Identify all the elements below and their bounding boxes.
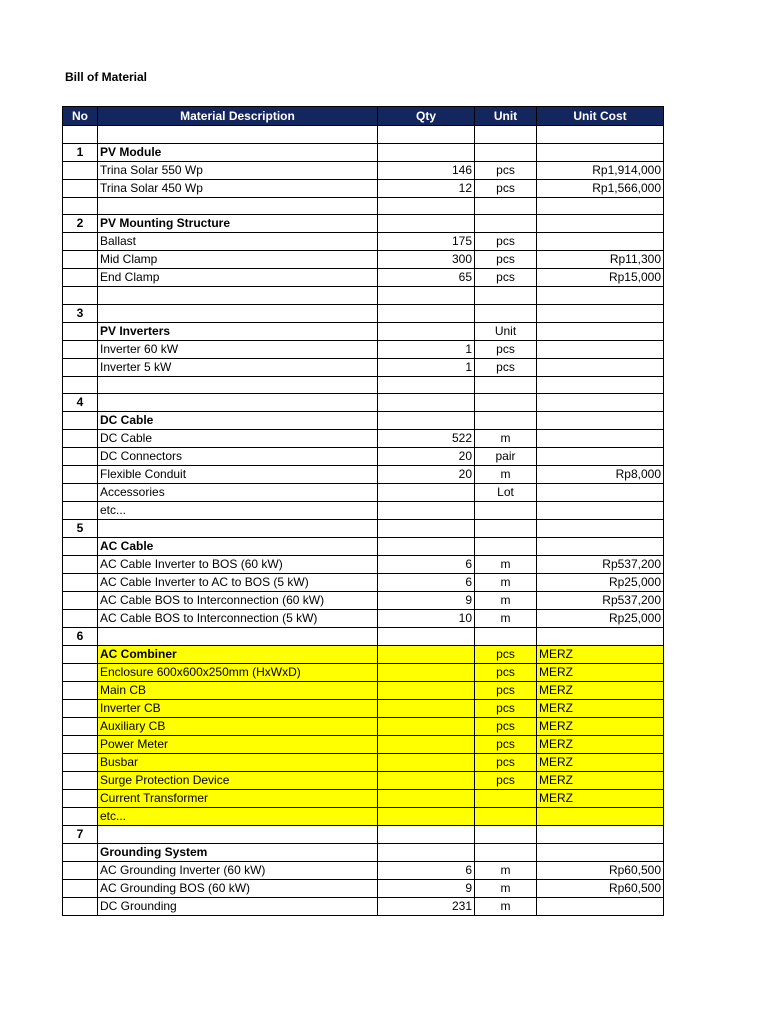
table-row <box>63 538 664 556</box>
table-row <box>63 880 664 898</box>
table-row <box>63 233 664 251</box>
cell-no <box>63 322 98 340</box>
table-row <box>63 700 664 718</box>
cell-unit <box>475 502 537 520</box>
cell-qty: 231 <box>378 898 475 916</box>
cell-unit-cost <box>537 898 664 916</box>
cell-unit <box>475 126 537 144</box>
cell-unit <box>475 808 537 826</box>
cell-unit-cost <box>537 448 664 466</box>
cell-no <box>63 269 98 287</box>
table-row <box>63 430 664 448</box>
cell-unit <box>475 304 537 322</box>
table-row <box>63 898 664 916</box>
table-row <box>63 484 664 502</box>
cell-unit <box>475 520 537 538</box>
cell-qty: 6 <box>378 862 475 880</box>
cell-unit-cost: MERZ <box>537 718 664 736</box>
cell-unit-cost: Rp25,000 <box>537 574 664 592</box>
cell-qty <box>378 143 475 161</box>
cell-qty <box>378 376 475 394</box>
cell-description: AC Cable Inverter to BOS (60 kW) <box>98 556 378 574</box>
cell-qty <box>378 520 475 538</box>
cell-unit-cost <box>537 502 664 520</box>
cell-qty <box>378 736 475 754</box>
cell-unit: pcs <box>475 646 537 664</box>
cell-unit: m <box>475 592 537 610</box>
cell-unit: Unit <box>475 322 537 340</box>
cell-unit: pcs <box>475 754 537 772</box>
cell-description <box>98 394 378 412</box>
table-row <box>63 269 664 287</box>
cell-unit <box>475 844 537 862</box>
cell-unit-cost: MERZ <box>537 700 664 718</box>
cell-qty <box>378 682 475 700</box>
cell-description: AC Combiner <box>98 646 378 664</box>
table-row <box>63 520 664 538</box>
cell-qty <box>378 772 475 790</box>
cell-no <box>63 484 98 502</box>
cell-unit: m <box>475 466 537 484</box>
cell-description: Current Transformer <box>98 790 378 808</box>
table-row <box>63 340 664 358</box>
table-row <box>63 664 664 682</box>
cell-unit-cost: Rp15,000 <box>537 269 664 287</box>
table-row <box>63 826 664 844</box>
cell-unit-cost <box>537 358 664 376</box>
cell-no <box>63 718 98 736</box>
cell-qty <box>378 394 475 412</box>
header-no: No <box>63 107 98 126</box>
table-row <box>63 215 664 233</box>
cell-unit: m <box>475 610 537 628</box>
cell-no <box>63 592 98 610</box>
cell-description: Trina Solar 450 Wp <box>98 179 378 197</box>
cell-unit: pcs <box>475 233 537 251</box>
cell-description: Accessories <box>98 484 378 502</box>
header-qty: Qty <box>378 107 475 126</box>
cell-description: AC Cable <box>98 538 378 556</box>
cell-qty: 1 <box>378 340 475 358</box>
table-row <box>63 556 664 574</box>
cell-no: 5 <box>63 520 98 538</box>
cell-unit-cost <box>537 412 664 430</box>
cell-description: Grounding System <box>98 844 378 862</box>
cell-description: PV Inverters <box>98 322 378 340</box>
cell-unit-cost <box>537 197 664 215</box>
cell-description <box>98 287 378 305</box>
cell-qty <box>378 215 475 233</box>
cell-description: AC Cable Inverter to AC to BOS (5 kW) <box>98 574 378 592</box>
cell-description: Enclosure 600x600x250mm (HxWxD) <box>98 664 378 682</box>
cell-no: 3 <box>63 304 98 322</box>
cell-unit-cost: Rp537,200 <box>537 592 664 610</box>
cell-description: Flexible Conduit <box>98 466 378 484</box>
cell-description: DC Cable <box>98 430 378 448</box>
cell-qty: 6 <box>378 556 475 574</box>
cell-unit: m <box>475 898 537 916</box>
cell-unit <box>475 215 537 233</box>
cell-no <box>63 448 98 466</box>
table-row <box>63 502 664 520</box>
cell-no <box>63 754 98 772</box>
cell-description: Trina Solar 550 Wp <box>98 161 378 179</box>
cell-qty <box>378 808 475 826</box>
cell-unit <box>475 628 537 646</box>
cell-no <box>63 538 98 556</box>
cell-qty <box>378 754 475 772</box>
cell-no <box>63 574 98 592</box>
cell-unit-cost <box>537 430 664 448</box>
cell-description: Inverter 5 kW <box>98 358 378 376</box>
cell-unit-cost: Rp537,200 <box>537 556 664 574</box>
cell-unit-cost <box>537 520 664 538</box>
cell-unit: pcs <box>475 700 537 718</box>
table-row <box>63 287 664 305</box>
cell-qty <box>378 197 475 215</box>
cell-qty <box>378 502 475 520</box>
cell-unit-cost: MERZ <box>537 754 664 772</box>
cell-no <box>63 790 98 808</box>
cell-unit-cost: MERZ <box>537 790 664 808</box>
cell-unit: pcs <box>475 664 537 682</box>
table-row <box>63 448 664 466</box>
cell-unit-cost: Rp1,914,000 <box>537 161 664 179</box>
table-row <box>63 574 664 592</box>
cell-no <box>63 197 98 215</box>
cell-description: DC Cable <box>98 412 378 430</box>
cell-description: Mid Clamp <box>98 251 378 269</box>
cell-qty: 9 <box>378 592 475 610</box>
cell-description: AC Grounding BOS (60 kW) <box>98 880 378 898</box>
cell-qty <box>378 790 475 808</box>
cell-description: Inverter 60 kW <box>98 340 378 358</box>
cell-qty: 522 <box>378 430 475 448</box>
cell-qty: 20 <box>378 448 475 466</box>
cell-no <box>63 430 98 448</box>
cell-unit-cost: Rp60,500 <box>537 862 664 880</box>
cell-qty: 300 <box>378 251 475 269</box>
cell-unit: m <box>475 880 537 898</box>
table-row <box>63 790 664 808</box>
cell-unit-cost: MERZ <box>537 682 664 700</box>
header-unit-cost: Unit Cost <box>537 107 664 126</box>
cell-unit: pcs <box>475 736 537 754</box>
cell-description <box>98 304 378 322</box>
cell-unit: pcs <box>475 718 537 736</box>
table-row <box>63 126 664 144</box>
cell-unit: m <box>475 556 537 574</box>
cell-no: 6 <box>63 628 98 646</box>
cell-unit-cost <box>537 322 664 340</box>
header-unit: Unit <box>475 107 537 126</box>
cell-qty <box>378 718 475 736</box>
cell-unit-cost <box>537 304 664 322</box>
table-row <box>63 161 664 179</box>
cell-unit <box>475 376 537 394</box>
cell-unit: pcs <box>475 269 537 287</box>
cell-no <box>63 466 98 484</box>
cell-unit: pair <box>475 448 537 466</box>
cell-description: DC Connectors <box>98 448 378 466</box>
table-row <box>63 322 664 340</box>
cell-unit-cost <box>537 844 664 862</box>
cell-description: etc... <box>98 502 378 520</box>
cell-unit-cost <box>537 143 664 161</box>
cell-no <box>63 808 98 826</box>
cell-unit-cost <box>537 538 664 556</box>
cell-unit-cost <box>537 340 664 358</box>
cell-no <box>63 700 98 718</box>
table-body <box>63 126 664 916</box>
cell-unit: pcs <box>475 251 537 269</box>
table-row <box>63 143 664 161</box>
table-row <box>63 358 664 376</box>
cell-qty: 6 <box>378 574 475 592</box>
cell-qty <box>378 304 475 322</box>
table-row <box>63 862 664 880</box>
cell-unit-cost <box>537 484 664 502</box>
cell-qty <box>378 664 475 682</box>
table-row <box>63 718 664 736</box>
table-row <box>63 610 664 628</box>
cell-unit: Lot <box>475 484 537 502</box>
cell-unit-cost <box>537 287 664 305</box>
table-row <box>63 808 664 826</box>
cell-description: Auxiliary CB <box>98 718 378 736</box>
cell-description: Busbar <box>98 754 378 772</box>
cell-unit: pcs <box>475 340 537 358</box>
table-row <box>63 772 664 790</box>
cell-qty: 10 <box>378 610 475 628</box>
cell-qty <box>378 844 475 862</box>
cell-unit-cost: MERZ <box>537 646 664 664</box>
table-row <box>63 844 664 862</box>
table-row <box>63 466 664 484</box>
cell-unit: pcs <box>475 772 537 790</box>
cell-unit: m <box>475 574 537 592</box>
cell-qty <box>378 538 475 556</box>
cell-unit-cost: Rp11,300 <box>537 251 664 269</box>
table-row <box>63 592 664 610</box>
cell-unit <box>475 790 537 808</box>
cell-qty <box>378 412 475 430</box>
cell-description <box>98 520 378 538</box>
cell-description: Main CB <box>98 682 378 700</box>
cell-unit: pcs <box>475 179 537 197</box>
cell-no <box>63 556 98 574</box>
cell-no <box>63 646 98 664</box>
cell-unit-cost <box>537 126 664 144</box>
header-material-description: Material Description <box>98 107 378 126</box>
cell-no <box>63 251 98 269</box>
cell-no <box>63 412 98 430</box>
cell-description: PV Mounting Structure <box>98 215 378 233</box>
table-row <box>63 646 664 664</box>
cell-unit-cost <box>537 233 664 251</box>
table-header-row <box>63 107 664 126</box>
cell-unit-cost <box>537 808 664 826</box>
cell-qty: 1 <box>378 358 475 376</box>
cell-no <box>63 664 98 682</box>
cell-qty: 12 <box>378 179 475 197</box>
cell-unit-cost <box>537 376 664 394</box>
cell-description: PV Module <box>98 143 378 161</box>
bill-of-material-table <box>62 106 664 916</box>
cell-unit <box>475 538 537 556</box>
cell-no <box>63 502 98 520</box>
table-row <box>63 754 664 772</box>
table-row <box>63 376 664 394</box>
table-row <box>63 628 664 646</box>
cell-no <box>63 844 98 862</box>
cell-description: DC Grounding <box>98 898 378 916</box>
cell-no: 1 <box>63 143 98 161</box>
table-row <box>63 304 664 322</box>
cell-no <box>63 126 98 144</box>
table-row <box>63 251 664 269</box>
cell-unit: m <box>475 430 537 448</box>
cell-no <box>63 340 98 358</box>
cell-no: 2 <box>63 215 98 233</box>
cell-no <box>63 772 98 790</box>
cell-no <box>63 376 98 394</box>
cell-unit-cost <box>537 394 664 412</box>
cell-no <box>63 862 98 880</box>
cell-no <box>63 736 98 754</box>
cell-qty <box>378 484 475 502</box>
cell-no <box>63 358 98 376</box>
cell-description <box>98 826 378 844</box>
cell-no: 7 <box>63 826 98 844</box>
cell-no <box>63 898 98 916</box>
cell-unit-cost: Rp60,500 <box>537 880 664 898</box>
cell-unit-cost: MERZ <box>537 664 664 682</box>
cell-qty: 146 <box>378 161 475 179</box>
cell-unit <box>475 143 537 161</box>
table-row <box>63 394 664 412</box>
cell-description: Power Meter <box>98 736 378 754</box>
cell-unit: m <box>475 862 537 880</box>
cell-description <box>98 376 378 394</box>
cell-unit: pcs <box>475 161 537 179</box>
cell-description: etc... <box>98 808 378 826</box>
cell-description: AC Cable BOS to Interconnection (5 kW) <box>98 610 378 628</box>
cell-description: AC Grounding Inverter (60 kW) <box>98 862 378 880</box>
cell-no <box>63 287 98 305</box>
table-row <box>63 736 664 754</box>
cell-unit-cost <box>537 628 664 646</box>
cell-description: Surge Protection Device <box>98 772 378 790</box>
cell-qty: 20 <box>378 466 475 484</box>
cell-no <box>63 233 98 251</box>
cell-description <box>98 126 378 144</box>
cell-qty <box>378 700 475 718</box>
cell-qty: 9 <box>378 880 475 898</box>
cell-no <box>63 179 98 197</box>
cell-unit <box>475 197 537 215</box>
cell-unit-cost <box>537 215 664 233</box>
cell-unit-cost <box>537 826 664 844</box>
cell-unit: pcs <box>475 682 537 700</box>
cell-no: 4 <box>63 394 98 412</box>
cell-description: Ballast <box>98 233 378 251</box>
cell-no <box>63 161 98 179</box>
cell-qty <box>378 826 475 844</box>
cell-unit-cost: Rp1,566,000 <box>537 179 664 197</box>
cell-unit-cost: MERZ <box>537 736 664 754</box>
cell-unit <box>475 287 537 305</box>
cell-unit-cost: MERZ <box>537 772 664 790</box>
cell-unit-cost: Rp25,000 <box>537 610 664 628</box>
cell-unit <box>475 412 537 430</box>
cell-unit-cost: Rp8,000 <box>537 466 664 484</box>
cell-unit <box>475 826 537 844</box>
cell-qty <box>378 646 475 664</box>
table-row <box>63 179 664 197</box>
cell-qty <box>378 628 475 646</box>
cell-description: End Clamp <box>98 269 378 287</box>
table-row <box>63 412 664 430</box>
cell-qty <box>378 126 475 144</box>
table-row <box>63 682 664 700</box>
cell-qty <box>378 322 475 340</box>
cell-description: Inverter CB <box>98 700 378 718</box>
document-title: Bill of Material <box>65 70 148 84</box>
cell-no <box>63 682 98 700</box>
cell-qty: 175 <box>378 233 475 251</box>
table-row <box>63 197 664 215</box>
cell-description <box>98 197 378 215</box>
cell-qty: 65 <box>378 269 475 287</box>
cell-description <box>98 628 378 646</box>
cell-qty <box>378 287 475 305</box>
cell-no <box>63 880 98 898</box>
cell-no <box>63 610 98 628</box>
cell-unit <box>475 394 537 412</box>
cell-description: AC Cable BOS to Interconnection (60 kW) <box>98 592 378 610</box>
cell-unit: pcs <box>475 358 537 376</box>
